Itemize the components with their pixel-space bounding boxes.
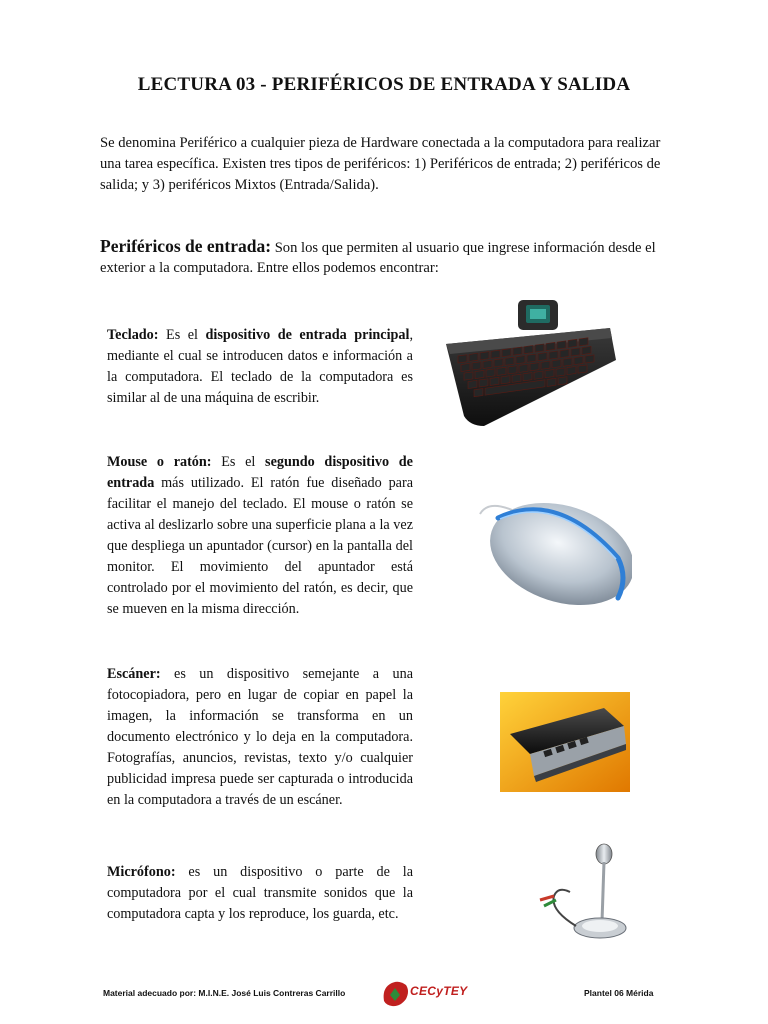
item-term: Escáner: — [107, 666, 161, 682]
footer-campus: Plantel 06 Mérida — [584, 988, 654, 998]
microphone-image — [530, 840, 634, 944]
scanner-image — [500, 692, 630, 792]
item-keyboard — [107, 325, 413, 409]
item-text: , mediante el cual se introducen datos e información a la computadora. El teclado de la computadora es similar al de una máquina de escribir. — [107, 327, 413, 406]
logo-emblem-icon — [380, 979, 410, 1009]
keyboard-image — [440, 298, 618, 430]
mouse-image — [478, 488, 632, 612]
item-microphone — [107, 862, 413, 925]
item-mouse — [107, 452, 413, 620]
item-term: Micrófono: — [107, 864, 176, 880]
section-input-devices — [100, 236, 675, 278]
item-text: más utilizado. El ratón fue diseñado para facilitar el manejo del teclado. El mouse o ratón se activa al deslizarlo sobre una superficie plana a la vez que despliega un apuntador (cursor) en la pantalla del monitor. El movimiento del apuntador está controlado por el movimiento del ratón, es decir, que se mueven en la misma dirección. — [107, 475, 413, 617]
intro-paragraph: Se denomina Periférico a cualquier pieza de Hardware conectada a la computadora para realizar una tarea específica. Existen tres tipos de periféricos: 1) Periféricos de entrada; 2) periféricos de salida; y 3) periféricos Mixtos (Entrada/Salida). — [100, 135, 661, 193]
section-text: Son los que permiten al usuario que ingrese información desde el exterior a la computadora. Entre ellos podemos encontrar: — [100, 240, 656, 276]
section-heading: Periféricos de entrada: — [100, 236, 272, 256]
item-bold: dispositivo de entrada principal — [205, 327, 410, 343]
item-text: es un dispositivo o parte de la computadora por el cual transmite sonidos que la computadora capta y los reproduce, los guarda, etc. — [107, 864, 413, 922]
cecytey-logo — [380, 978, 472, 1010]
item-scanner — [107, 664, 413, 811]
item-text: es un dispositivo semejante a una fotocopiadora, pero en lugar de copiar en papel la imagen, la información se transforma en un documento electrónico y lo deja en la computadora. Fotografías, anuncios, revistas, texto y/o cualquier publicidad impresa puede ser capturada o introducida en la computadora a través de un escáner. — [107, 666, 413, 808]
item-text-pre: Es el — [158, 327, 206, 343]
footer-author: Material adecuado por: M.I.N.E. José Luis Contreras Carrillo — [103, 988, 346, 998]
logo-text: CECyTEY — [410, 984, 468, 998]
page-title: LECTURA 03 - PERIFÉRICOS DE ENTRADA Y SALIDA — [137, 74, 631, 95]
item-bold: segundo dispositivo de entrada — [107, 454, 413, 491]
item-text-pre: Es el — [211, 454, 266, 470]
item-term: Mouse o ratón: — [107, 454, 212, 470]
item-term: Teclado: — [107, 327, 159, 343]
